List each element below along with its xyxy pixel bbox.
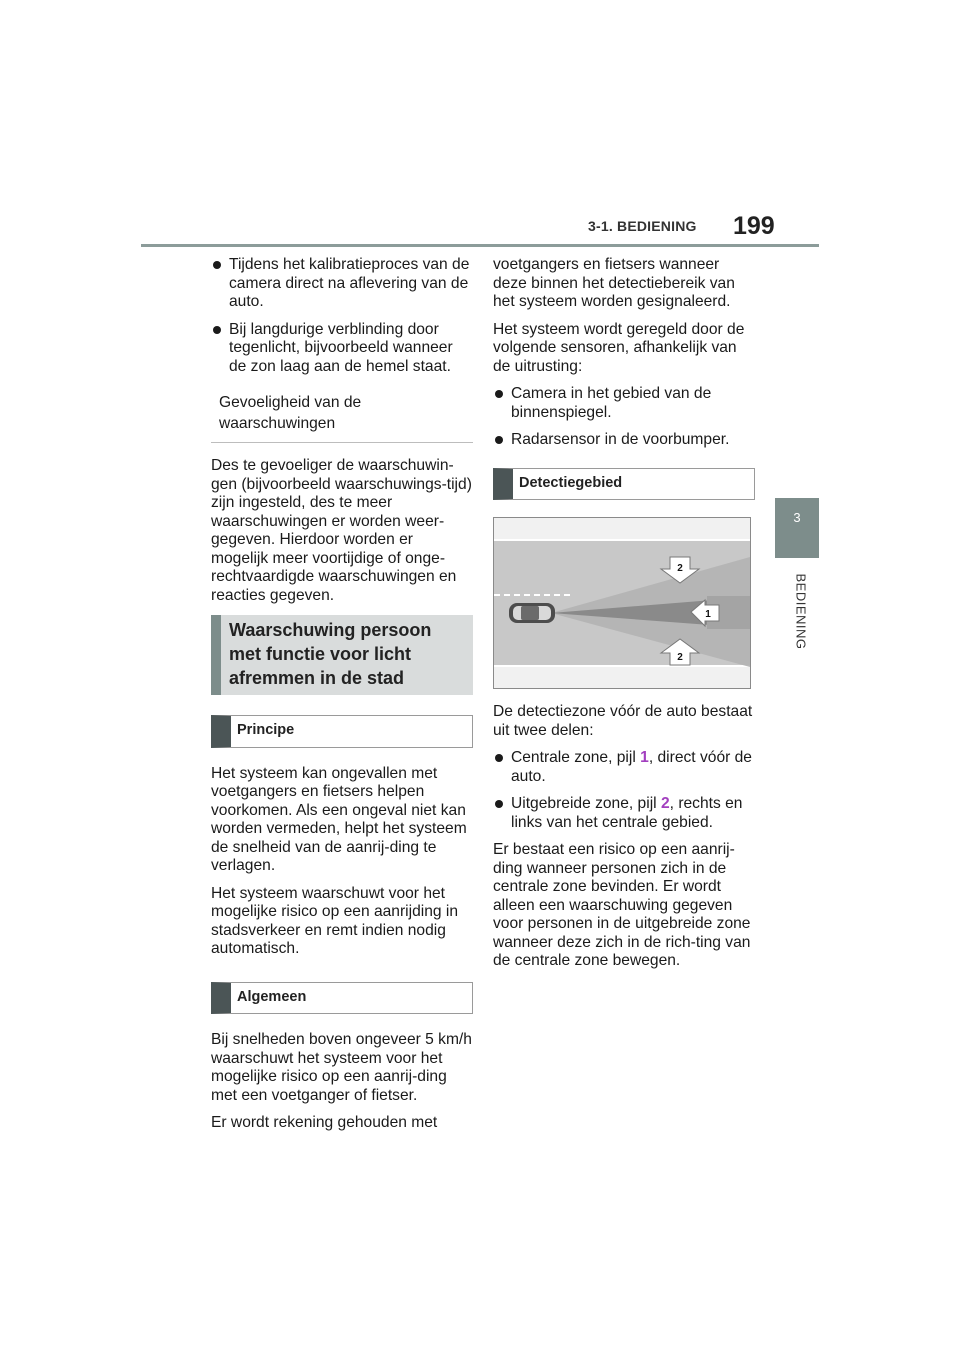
list-item: Tijdens het kalibratieproces van de camera direct na aflevering van de auto. bbox=[211, 256, 473, 312]
paragraph: De detectiezone vóór de auto bestaat uit twee delen: bbox=[493, 703, 753, 739]
list-item: Camera in het gebied van de binnenspiegel. bbox=[493, 385, 755, 422]
arrow-number-1: 1 bbox=[640, 749, 649, 766]
header-rule bbox=[141, 244, 819, 247]
chapter-tab-label: BEDIENING bbox=[793, 573, 809, 650]
detection-zone-svg bbox=[493, 517, 751, 689]
car-icon bbox=[509, 603, 555, 623]
right-column bbox=[493, 256, 755, 980]
section-heading: Waarschuwing persoon met functie voor licht afremmen in de stad bbox=[211, 615, 473, 695]
subheading-detectiegebied: Detectiegebied bbox=[493, 468, 755, 501]
list-item: Uitgebreide zone, pijl 2, rechts en links van het centrale gebied. bbox=[493, 795, 755, 832]
paragraph: Er wordt rekening gehouden met bbox=[211, 1114, 438, 1131]
chapter-tab-number: 3 bbox=[775, 498, 819, 558]
paragraph: Het systeem kan ongevallen met voetgangers en fietsers helpen voorkomen. Als een ongeval niet kan worden vermeden, helpt het systeem de snelheid van de aanrij-ding te verlagen. bbox=[211, 764, 467, 874]
list-item: Bij langdurige verblinding door tegenlicht, bijvoorbeeld wanneer de zon laag aan de hemel staat. bbox=[211, 321, 473, 377]
section-title: 3-1. BEDIENING bbox=[588, 218, 697, 234]
page-number: 199 bbox=[733, 212, 775, 240]
paragraph: Het systeem waarschuwt voor het mogelijke risico op een aanrijding in stadsverkeer en remt indien nodig automatisch. bbox=[211, 884, 459, 957]
paragraph: Bij snelheden boven ongeveer 5 km/h waarschuwt het systeem voor het mogelijke risico op een aanrij-ding met een voetganger of fietser. bbox=[211, 1031, 472, 1104]
detection-zone-diagram bbox=[493, 517, 751, 689]
list-item: Radarsensor in de voorbumper. bbox=[493, 431, 755, 450]
paragraph: Er bestaat een risico op een aanrij-ding wanneer personen zich in de centrale zone bevinden. Er wordt alleen een waarschuwing gegeven voor personen in de uitgebreide zone wanneer deze zich in de rich-ting van de centrale zone bewegen. bbox=[493, 841, 751, 969]
subheading-box: Gevoeligheid van de waarschuwingen bbox=[211, 385, 473, 443]
paragraph: Des te gevoeliger de waarschuwin-gen (bijvoorbeeld waarschuwings-tijd) zijn ingesteld, des te meer waarschuwingen er worden weer-gegeven. Hierdoor worden er mogelijk meer voortijdige of onge-rechtvaardigde waarschuwingen en reacties gegeven. bbox=[211, 457, 472, 604]
arrow-number-2: 2 bbox=[660, 795, 670, 812]
subheading-algemeen: Algemeen bbox=[211, 982, 473, 1015]
paragraph: voetgangers en fietsers wanneer deze binnen het detectiebereik van het systeem worden gesignaleerd. bbox=[493, 256, 735, 310]
road-edge-top bbox=[494, 539, 750, 541]
svg-text:1: 1 bbox=[705, 609, 711, 620]
road-edge-bottom bbox=[494, 665, 750, 667]
paragraph: Het systeem wordt geregeld door de volgende sensoren, afhankelijk van de uitrusting: bbox=[493, 320, 745, 375]
left-column bbox=[211, 256, 473, 1142]
svg-text:2: 2 bbox=[677, 563, 683, 574]
subheading-principe: Principe bbox=[211, 715, 473, 748]
list-item: Centrale zone, pijl 1, direct vóór de auto. bbox=[493, 749, 755, 786]
svg-text:2: 2 bbox=[677, 652, 683, 663]
